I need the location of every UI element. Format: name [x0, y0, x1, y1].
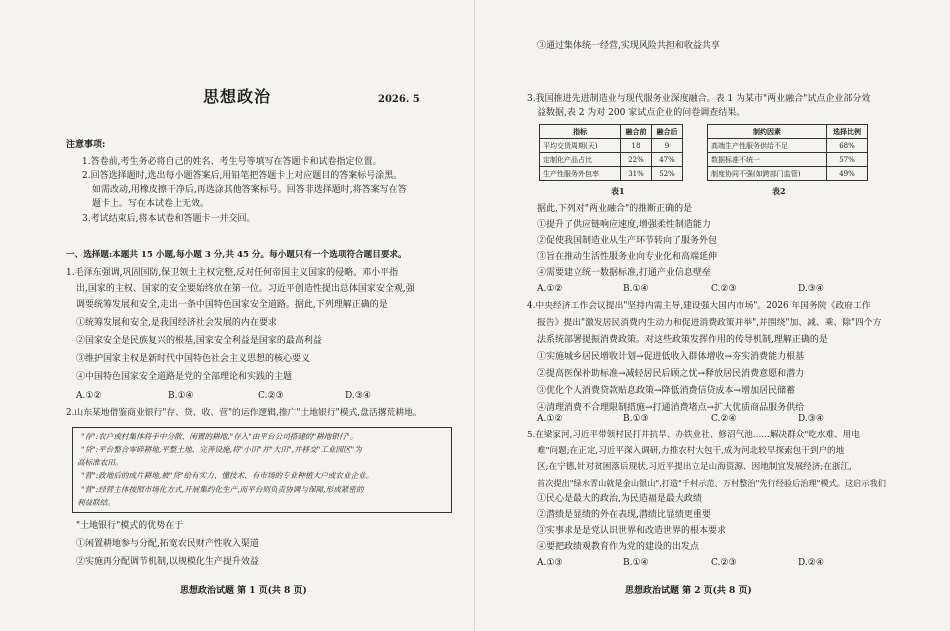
exam-title: 思想政治 [203, 87, 272, 106]
question-4-choice-b: B.①③ [623, 414, 649, 424]
note-line: 1.答卷前,考生务必将自己的姓名、考生号等填写在答题卡和试卷指定位置。 [82, 157, 382, 167]
note-line: 如需改动,用橡皮擦干净后,再选涂其他答案标号。回答非选择题时,将答案写在答 [92, 185, 407, 195]
note-line: 题卡上。写在本试卷上无效。 [92, 199, 210, 209]
question-2-stem: 2.山东某地借鉴商业银行"存、贷、收、营"的运作逻辑,推广"土地银行"模式,盘活撂荒耕地。 [66, 408, 422, 418]
table-1-cell: 18 [621, 139, 652, 153]
question-4-choice-c: C.②④ [711, 414, 737, 424]
table-2-header: 制约因素 [708, 125, 827, 139]
question-5-choice-d: D.②④ [798, 558, 824, 568]
question-2-ask: "土地银行"模式的优势在于 [76, 521, 184, 531]
question-5-stem: 难"问题;在正定,习近平深入调研,力推农村大包干,成为河北较早探索包干到户的地 [537, 446, 845, 456]
table-1-header: 融合前 [621, 125, 652, 139]
table-1-caption: 表1 [611, 186, 625, 196]
question-1-option: ②国家安全是民族复兴的根基,国家安全利益是国家的最高利益 [76, 336, 322, 346]
table-1 [539, 124, 683, 181]
note-line: 3.考试结束后,将本试卷和答题卡一并交回。 [82, 214, 256, 224]
box-line: "营":经营主体按照市场化方式,开展集约化生产,而平台则负责协调与保障,形成紧密的 [81, 485, 364, 494]
question-4-option: ④清理消费不合理限制措施→打通消费堵点→扩大优质商品服务供给 [537, 403, 805, 413]
table-1-cell: 52% [652, 167, 683, 181]
table-2-caption: 表2 [772, 186, 786, 196]
question-5-option: ②潜绩是显绩的外在表现,潜绩比显绩更重要 [537, 510, 711, 520]
question-2-option: ②实施再分配调节机制,以规模化生产提升效益 [76, 557, 259, 567]
note-line: 2.回答选择题时,选出每小题答案后,用铅笔把答题卡上对应题目的答案标号涂黑。 [82, 171, 403, 181]
question-1-stem: 调要统筹发展和安全,走出一条中国特色国家安全道路。据此,下列理解正确的是 [76, 300, 388, 310]
table-2-header: 选择比例 [827, 125, 868, 139]
question-3-option: ④需要建立统一数据标准,打通产业信息壁垒 [537, 268, 711, 278]
question-4-choice-a: A.①② [537, 414, 563, 424]
table-2-cell: 数据标准不统一 [708, 153, 827, 167]
box-line: "贷":平台整合零碎耕地,平整土地、完善设施,将"小田"并"大田",并移交"工业园区"为 [81, 445, 362, 454]
table-2-cell: 高端生产性服务供给不足 [708, 139, 827, 153]
notes-heading: 注意事项: [66, 140, 106, 150]
question-3-stem: 3.我国推进先进制造业与现代服务业深度融合。表 1 为某市"两业融合"试点企业部分效 [527, 94, 871, 104]
question-5-option: ③实事求是是党认识世界和改造世界的根本要求 [537, 526, 727, 536]
question-5-option: ①民心是最大的政治,为民造福是最大政绩 [537, 494, 702, 504]
table-2-cell: 制度协同不强(如跨部门监管) [708, 167, 827, 181]
question-5-stem: 首次提出"绿水青山就是金山银山",打造"千村示范、万村整治"先行经验后治理"模式。这启示我们 [537, 478, 886, 488]
question-1-choice-c: C.②③ [258, 391, 284, 401]
page-2-footer: 思想政治试题 第 2 页(共 8 页) [625, 586, 752, 596]
question-2-option: ①闲置耕地参与分配,拓宽农民财产性收入渠道 [76, 539, 259, 549]
table-1-cell: 定制化产品占比 [540, 153, 621, 167]
question-5-stem: 5.在梁家河,习近平带领村民打井抗旱、办铁业社、修沼气池……解决群众"吃水难、用电 [527, 430, 860, 440]
question-3-choice-b: B.①④ [623, 284, 649, 294]
question-5-option: ④要把政绩观教育作为党的建设的出发点 [537, 542, 700, 552]
question-5-choice-c: C.②③ [711, 558, 737, 568]
question-4-stem: 法系统部署提振消费政策。对这些政策发挥作用的传导机制,理解正确的是 [537, 335, 828, 345]
question-4-stem: 报告》提出"激发居民消费内生动力和促进消费政策并举",并围绕"加、减、乘、除"四个方 [537, 318, 882, 328]
exam-date: 2026. 5 [378, 94, 420, 105]
table-1-cell: 47% [652, 153, 683, 167]
section-heading: 一、选择题:本题共 15 小题,每小题 3 分,共 45 分。每小题只有一个选项符合题目要求。 [66, 250, 407, 260]
box-line: 高标准农田。 [77, 458, 123, 467]
table-1-cell: 平均交货周期(天) [540, 139, 621, 153]
question-1-choice-a: A.①② [76, 391, 102, 401]
question-3-option: ①提升了供应链响应速度,增强柔性制造能力 [537, 220, 711, 230]
table-2-cell: 57% [827, 153, 868, 167]
exam-page-2 [475, 0, 950, 631]
table-1-cell: 31% [621, 167, 652, 181]
table-1-cell: 22% [621, 153, 652, 167]
question-1-stem: 出,国家的主权、国家的安全要始终放在第一位。习近平创造性提出总体国家安全观,强 [76, 284, 415, 294]
table-2-cell: 49% [827, 167, 868, 181]
table-1-header: 融合后 [652, 125, 683, 139]
question-2-option: ③通过集体统一经营,实现风险共担和收益共享 [537, 41, 720, 51]
question-1-option: ④中国特色国家安全道路是党的全部理论和实践的主题 [76, 372, 293, 382]
table-2-cell: 68% [827, 139, 868, 153]
question-1-stem: 1.毛泽东强调,巩固国防,保卫领土主权完整,反对任何帝国主义国家的侵略。邓小平指 [66, 268, 399, 278]
question-5-choice-b: B.①④ [623, 558, 649, 568]
box-line: 利益联结。 [77, 498, 115, 507]
question-3-option: ②促使我国制造业从生产环节转向了服务外包 [537, 236, 718, 246]
question-4-option: ①实施城乡居民增收计划→促进低收入群体增收→夯实消费能力根基 [537, 352, 805, 362]
box-line: "营":政地后的成片耕地,被"贷"给有实力、懂技术、有市场的专业种植大户或农业企业。 [81, 471, 374, 480]
question-1-option: ③维护国家主权是新时代中国特色社会主义思想的核心要义 [76, 354, 311, 364]
question-4-choice-d: D.③④ [798, 414, 824, 424]
table-1-cell: 生产性服务外包率 [540, 167, 621, 181]
question-3-choice-c: C.②③ [711, 284, 737, 294]
question-4-option: ②提高医保补助标准→减轻居民后顾之忧→释放居民消费意愿和潜力 [537, 369, 805, 379]
question-1-choice-b: B.①④ [168, 391, 194, 401]
box-line: "存":农户或村集体将手中分散、闲置的耕地,"存入"由平台公司搭建的"耕地银行"。 [81, 432, 358, 441]
question-4-option: ③优化个人消费贷款贴息政策→降低消费信贷成本→增加居民储蓄 [537, 386, 796, 396]
question-3-choice-a: A.①② [537, 284, 563, 294]
question-3-ask: 据此,下列对"两业融合"的推断正确的是 [537, 204, 693, 214]
question-5-stem: 区;在宁德,针对贫困落后现状,习近平提出立足山海资源、因地制宜发展经济;在浙江, [537, 462, 852, 472]
table-1-cell: 9 [652, 139, 683, 153]
land-bank-description-box [72, 427, 452, 513]
question-3-option: ③旨在推动生活性服务业向专业化和高端延伸 [537, 252, 718, 262]
question-1-option: ①统筹发展和安全,是我国经济社会发展的内在要求 [76, 318, 277, 328]
question-3-choice-d: D.③④ [798, 284, 824, 294]
page-1-footer: 思想政治试题 第 1 页(共 8 页) [180, 586, 307, 596]
question-3-stem: 益数据,表 2 为对 200 家试点企业的问卷调查结果。 [537, 108, 746, 118]
question-5-choice-a: A.①③ [537, 558, 563, 568]
question-1-choice-d: D.③④ [345, 391, 371, 401]
question-4-stem: 4.中央经济工作会议提出"坚持内需主导,建设强大国内市场"。2026 年国务院《政府工作 [527, 301, 871, 311]
table-2 [707, 124, 868, 181]
table-1-header: 指标 [540, 125, 621, 139]
